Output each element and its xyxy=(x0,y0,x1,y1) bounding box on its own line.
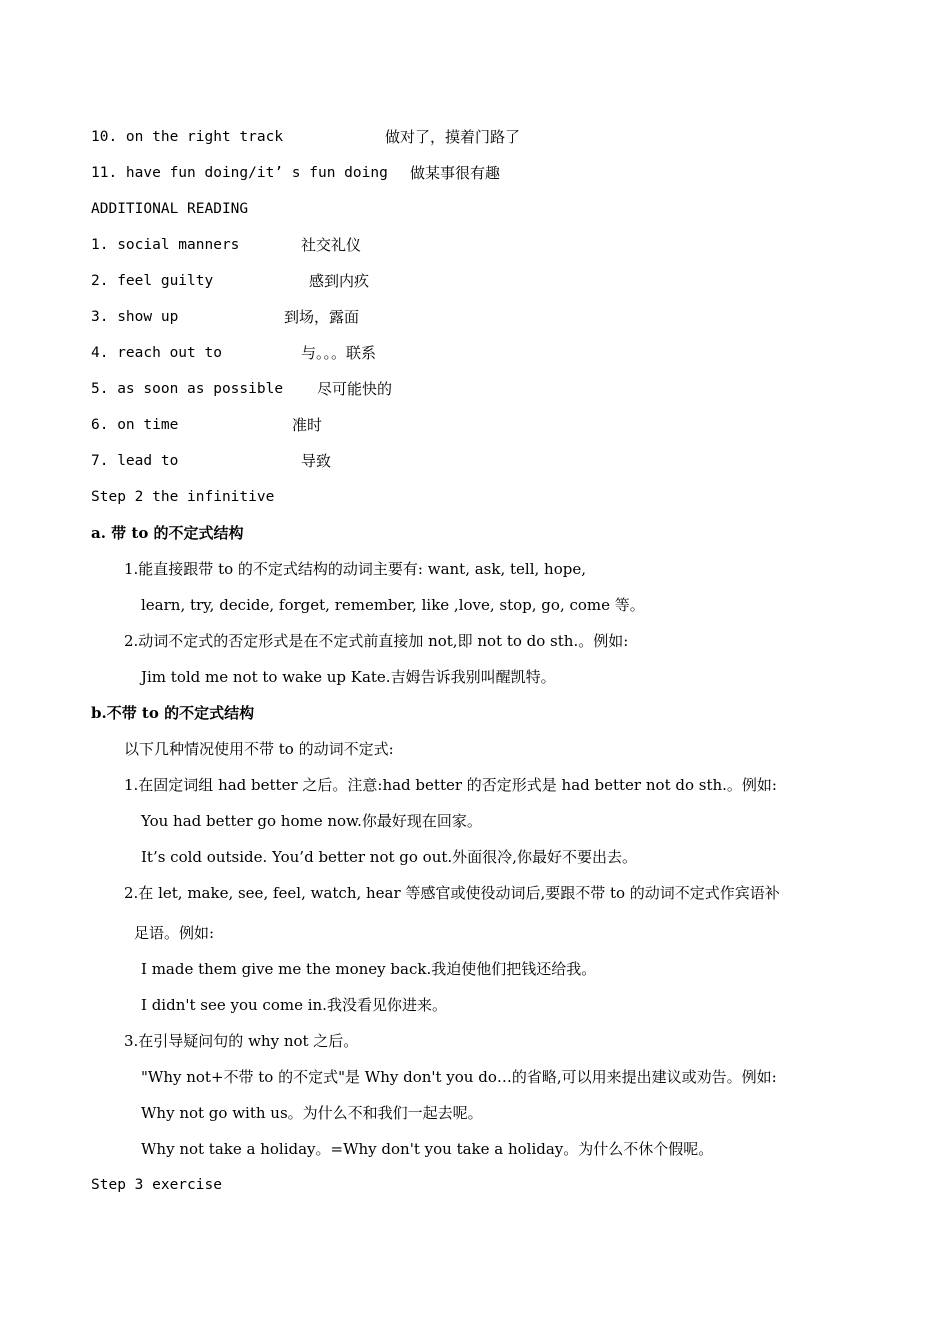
reading-term-7: 7. lead to xyxy=(91,453,179,469)
vocab-translation: 做某事很有趣 xyxy=(410,164,501,182)
section-b-point2-line2: 足语。例如: xyxy=(134,924,215,942)
section-b-point2-example2: I didn't see you come in.我没看见你进来。 xyxy=(141,996,447,1014)
step3-heading: Step 3 exercise xyxy=(91,1177,222,1193)
step2-heading: Step 2 the infinitive xyxy=(91,489,275,505)
section-a-point1-line2: learn, try, decide, forget, remember, like ,love, stop, go, come 等。 xyxy=(141,596,645,614)
vocab-translation: 做对了，摸着门路了 xyxy=(385,128,521,146)
reading-translation-6: 准时 xyxy=(292,416,323,434)
additional-reading-heading: ADDITIONAL READING xyxy=(91,201,249,217)
section-a-example: Jim told me not to wake up Kate.吉姆告诉我别叫醒凯特。 xyxy=(141,668,556,686)
section-b-intro: 以下几种情况使用不带 to 的动词不定式: xyxy=(124,740,394,758)
section-a-point1-line1: 1.能直接跟带 to 的不定式结构的动词主要有: want, ask, tell, hope, xyxy=(124,560,586,578)
vocab-item-11 xyxy=(91,163,388,183)
reading-term-3: 3. show up xyxy=(91,309,179,325)
reading-translation-5: 尽可能快的 xyxy=(317,380,393,398)
section-b-point3-example2: Why not take a holiday。=Why don't you take a holiday。为什么不休个假呢。 xyxy=(141,1140,714,1158)
vocab-term: 10. on the right track xyxy=(91,129,284,145)
section-b-title: b.不带 to 的不定式结构 xyxy=(91,704,255,722)
section-b-point2-line1: 2.在 let, make, see, feel, watch, hear 等感官或使役动词后,要跟不带 to 的动词不定式作宾语补 xyxy=(124,884,780,902)
section-b-point3: 3.在引导疑问句的 why not 之后。 xyxy=(124,1032,359,1050)
section-b-point3-example1: Why not go with us。为什么不和我们一起去呢。 xyxy=(141,1104,483,1122)
reading-translation-2: 感到内疚 xyxy=(309,272,370,290)
section-b-point1-example2: It’s cold outside. You’d better not go out.外面很冷,你最好不要出去。 xyxy=(141,848,637,866)
reading-term-6: 6. on time xyxy=(91,417,179,433)
section-a-point2: 2.动词不定式的否定形式是在不定式前直接加 not,即 not to do sth.。例如: xyxy=(124,632,629,650)
reading-term-1: 1. social manners xyxy=(91,237,240,253)
section-b-point1-example1: You had better go home now.你最好现在回家。 xyxy=(141,812,482,830)
reading-translation-1: 社交礼仪 xyxy=(301,236,362,254)
section-a-title: a. 带 to 的不定式结构 xyxy=(91,524,244,542)
vocab-term: 11. have fun doing/it’ s fun doing xyxy=(91,165,388,181)
vocab-item-10 xyxy=(91,127,283,147)
reading-translation-4: 与。。。联系 xyxy=(301,344,377,362)
reading-translation-7: 导致 xyxy=(301,452,332,470)
reading-term-4: 4. reach out to xyxy=(91,345,222,361)
reading-term-5: 5. as soon as possible xyxy=(91,381,284,397)
section-b-point1: 1.在固定词组 had better 之后。注意:had better 的否定形式是 had better not do sth.。例如: xyxy=(124,776,777,794)
section-b-point2-example1: I made them give me the money back.我迫使他们把钱还给我。 xyxy=(141,960,597,978)
section-b-point3-line2: "Why not+不带 to 的不定式"是 Why don't you do…的省略,可以用来提出建议或劝告。例如: xyxy=(141,1068,777,1086)
reading-term-2: 2. feel guilty xyxy=(91,273,214,289)
reading-translation-3: 到场，露面 xyxy=(284,308,360,326)
